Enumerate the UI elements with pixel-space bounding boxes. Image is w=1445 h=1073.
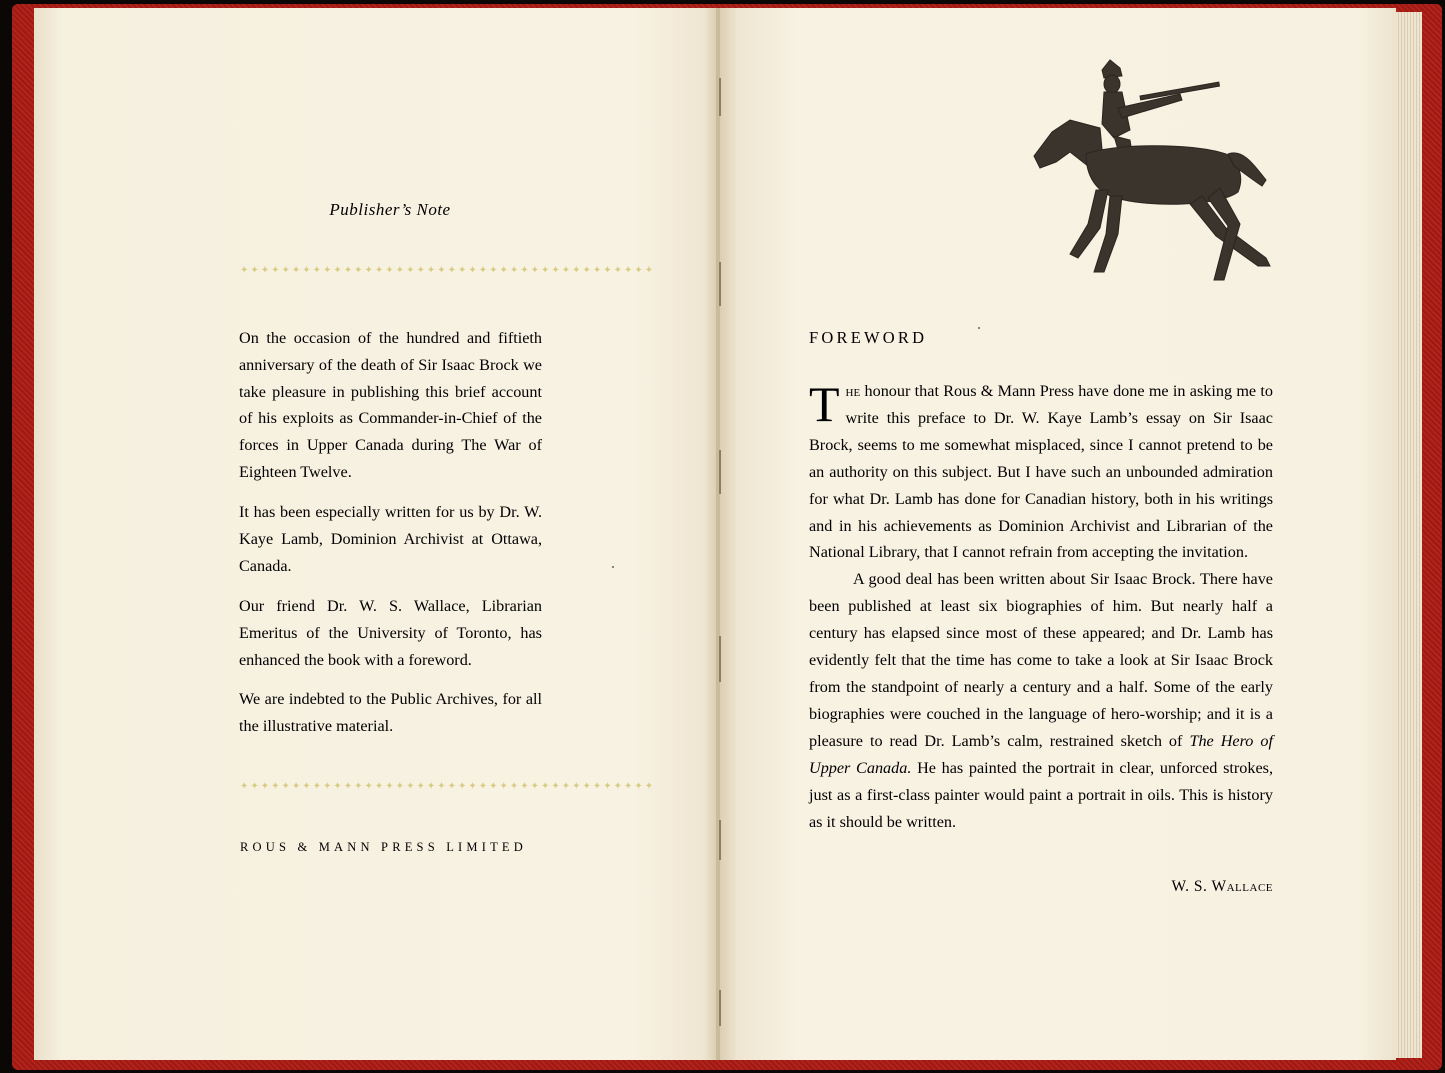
foreword-signature: W. S. Wallace	[1171, 878, 1273, 895]
foreword-paragraph	[809, 566, 1273, 835]
paragraph-text: A good deal has been written about Sir Isaac Brock. There have been published at least six biographies of him. But nearly half a century has elapsed since most of these appeared; and Dr. Lamb has evidently felt that the time has come to take a look at Sir Isaac Brock from the standpoint of nearly a century and a half. Some of the early biographies were couched in the language of hero-worship; and it is a pleasure to read Dr. Lamb’s calm, restrained sketch of	[809, 570, 1273, 750]
foreword-paragraph	[809, 378, 1273, 566]
book-gutter	[716, 8, 720, 1060]
binding-stitch	[719, 990, 721, 1026]
binding-stitch	[719, 78, 721, 116]
decorative-rule-bottom: ✦✦✦✦✦✦✦✦✦✦✦✦✦✦✦✦✦✦✦✦✦✦✦✦✦✦✦✦✦✦✦✦✦✦✦✦✦✦✦✦	[240, 781, 656, 792]
equestrian-soldier-statuette-icon	[1030, 58, 1280, 300]
foreword-body	[809, 378, 1273, 835]
binding-stitch	[719, 636, 721, 682]
binding-stitch	[719, 262, 721, 306]
book-title-italic: The Hero of Upper Canada.	[809, 731, 1273, 777]
note-paragraph: We are indebted to the Public Archives, for all the illustrative material.	[239, 690, 542, 735]
drop-cap: T	[809, 376, 840, 432]
binding-stitch	[719, 450, 721, 494]
paper-speck	[978, 327, 980, 329]
note-paragraph: Our friend Dr. W. S. Wallace, Librarian Emeritus of the University of Toronto, has enhanced the book with a foreword.	[239, 597, 542, 669]
paper-speck	[612, 566, 614, 568]
binding-stitch	[719, 820, 721, 860]
page-edges	[1396, 12, 1422, 1058]
paragraph-text: honour that Rous & Mann Press have done me in asking me to write this preface to Dr. W. Kaye Lamb’s essay on Sir Isaac Brock, seems to me somewhat misplaced, since I cannot pretend to be an authority on this subject. But I have such an unbounded admiration for what Dr. Lamb has done for Canadian history, both in his writings and in his achievements as Dominion Archivist and Librarian of the National Library, that I cannot refrain from accepting the invitation.	[809, 382, 1273, 562]
paragraph-text: He has painted the portrait in clear, unforced strokes, just as a first-class painter would paint a portrait in oils. This is history as it should be written.	[809, 758, 1273, 831]
publisher-imprint: ROUS & MANN PRESS LIMITED	[240, 840, 527, 854]
small-caps-lead: he	[845, 382, 861, 400]
foreword-heading: FOREWORD	[809, 328, 928, 347]
note-paragraph: It has been especially written for us by Dr. W. Kaye Lamb, Dominion Archivist at Ottawa, Canada.	[239, 503, 542, 575]
publishers-note-title: Publisher’s Note	[329, 200, 451, 219]
note-paragraph: On the occasion of the hundred and fiftieth anniversary of the death of Sir Isaac Brock we take pleasure in publishing this brief account of his exploits as Commander-in-Chief of the forces in Upper Canada during The War of Eighteen Twelve.	[239, 329, 542, 481]
decorative-rule-top: ✦✦✦✦✦✦✦✦✦✦✦✦✦✦✦✦✦✦✦✦✦✦✦✦✦✦✦✦✦✦✦✦✦✦✦✦✦✦✦✦	[240, 265, 656, 276]
